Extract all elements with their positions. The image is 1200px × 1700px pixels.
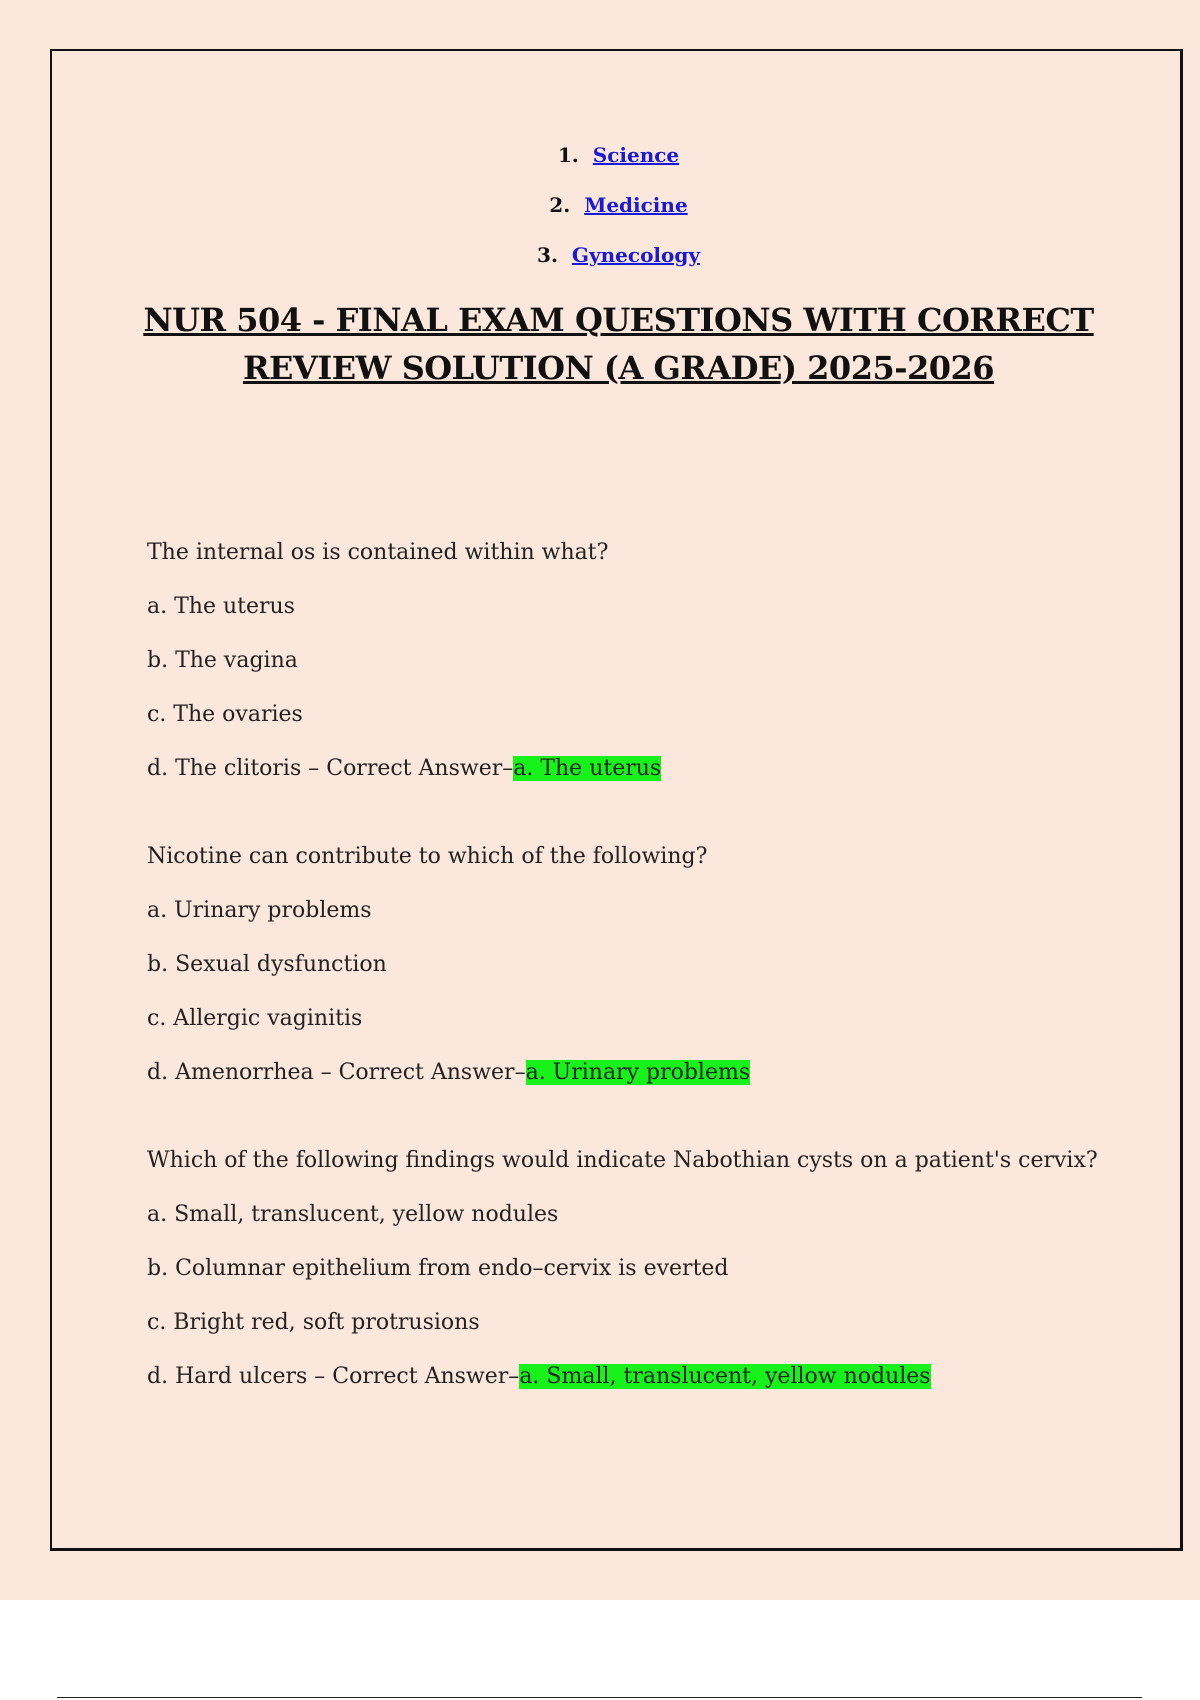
document-title: NUR 504 - FINAL EXAM QUESTIONS WITH CORRECT REVIEW SOLUTION (A GRADE) 2025-2026 xyxy=(143,301,1094,387)
breadcrumb-item-science xyxy=(52,143,1185,193)
correct-answer-highlight: a. Small, translucent, yellow nodules xyxy=(519,1364,931,1389)
option-b: b. The vagina xyxy=(147,648,298,673)
correct-answer-highlight: a. Urinary problems xyxy=(525,1060,751,1085)
document-frame xyxy=(50,49,1183,1551)
question-text: The internal os is contained within what? xyxy=(147,540,609,565)
breadcrumb-item-gynecology xyxy=(52,243,1185,293)
breadcrumb-link-science[interactable]: Science xyxy=(592,143,680,167)
correct-answer-highlight: a. The uterus xyxy=(513,756,662,781)
option-b: b. Sexual dysfunction xyxy=(147,952,387,977)
option-c: c. The ovaries xyxy=(147,702,303,727)
breadcrumb xyxy=(52,143,1185,293)
breadcrumb-link-gynecology[interactable]: Gynecology xyxy=(571,243,700,267)
option-a: a. The uterus xyxy=(147,594,295,619)
breadcrumb-number: 2. xyxy=(549,193,571,217)
option-d-with-answer xyxy=(147,1360,1107,1394)
option-d-with-answer xyxy=(147,752,1107,786)
breadcrumb-link-medicine[interactable]: Medicine xyxy=(584,193,688,217)
option-d: d. Hard ulcers – Correct Answer– xyxy=(147,1364,520,1389)
option-a: a. Small, translucent, yellow nodules xyxy=(147,1202,559,1227)
option-d: d. Amenorrhea – Correct Answer– xyxy=(147,1060,526,1085)
question-list xyxy=(147,536,1107,1448)
question-1 xyxy=(147,536,1107,786)
breadcrumb-number: 1. xyxy=(557,143,579,167)
question-text: Nicotine can contribute to which of the following? xyxy=(147,844,708,869)
breadcrumb-number: 3. xyxy=(537,243,558,267)
option-a: a. Urinary problems xyxy=(147,898,372,923)
option-d: d. The clitoris – Correct Answer– xyxy=(147,756,514,781)
footer-divider xyxy=(57,1697,1142,1698)
question-3 xyxy=(147,1144,1107,1394)
question-2 xyxy=(147,840,1107,1090)
breadcrumb-item-medicine xyxy=(52,193,1185,243)
option-c: c. Allergic vaginitis xyxy=(147,1006,363,1031)
option-d-with-answer xyxy=(147,1056,1107,1090)
question-text: Which of the following findings would indicate Nabothian cysts on a patient's cervix? xyxy=(147,1148,1098,1173)
option-b: b. Columnar epithelium from endo–cervix is everted xyxy=(147,1256,729,1281)
option-c: c. Bright red, soft protrusions xyxy=(147,1310,480,1335)
